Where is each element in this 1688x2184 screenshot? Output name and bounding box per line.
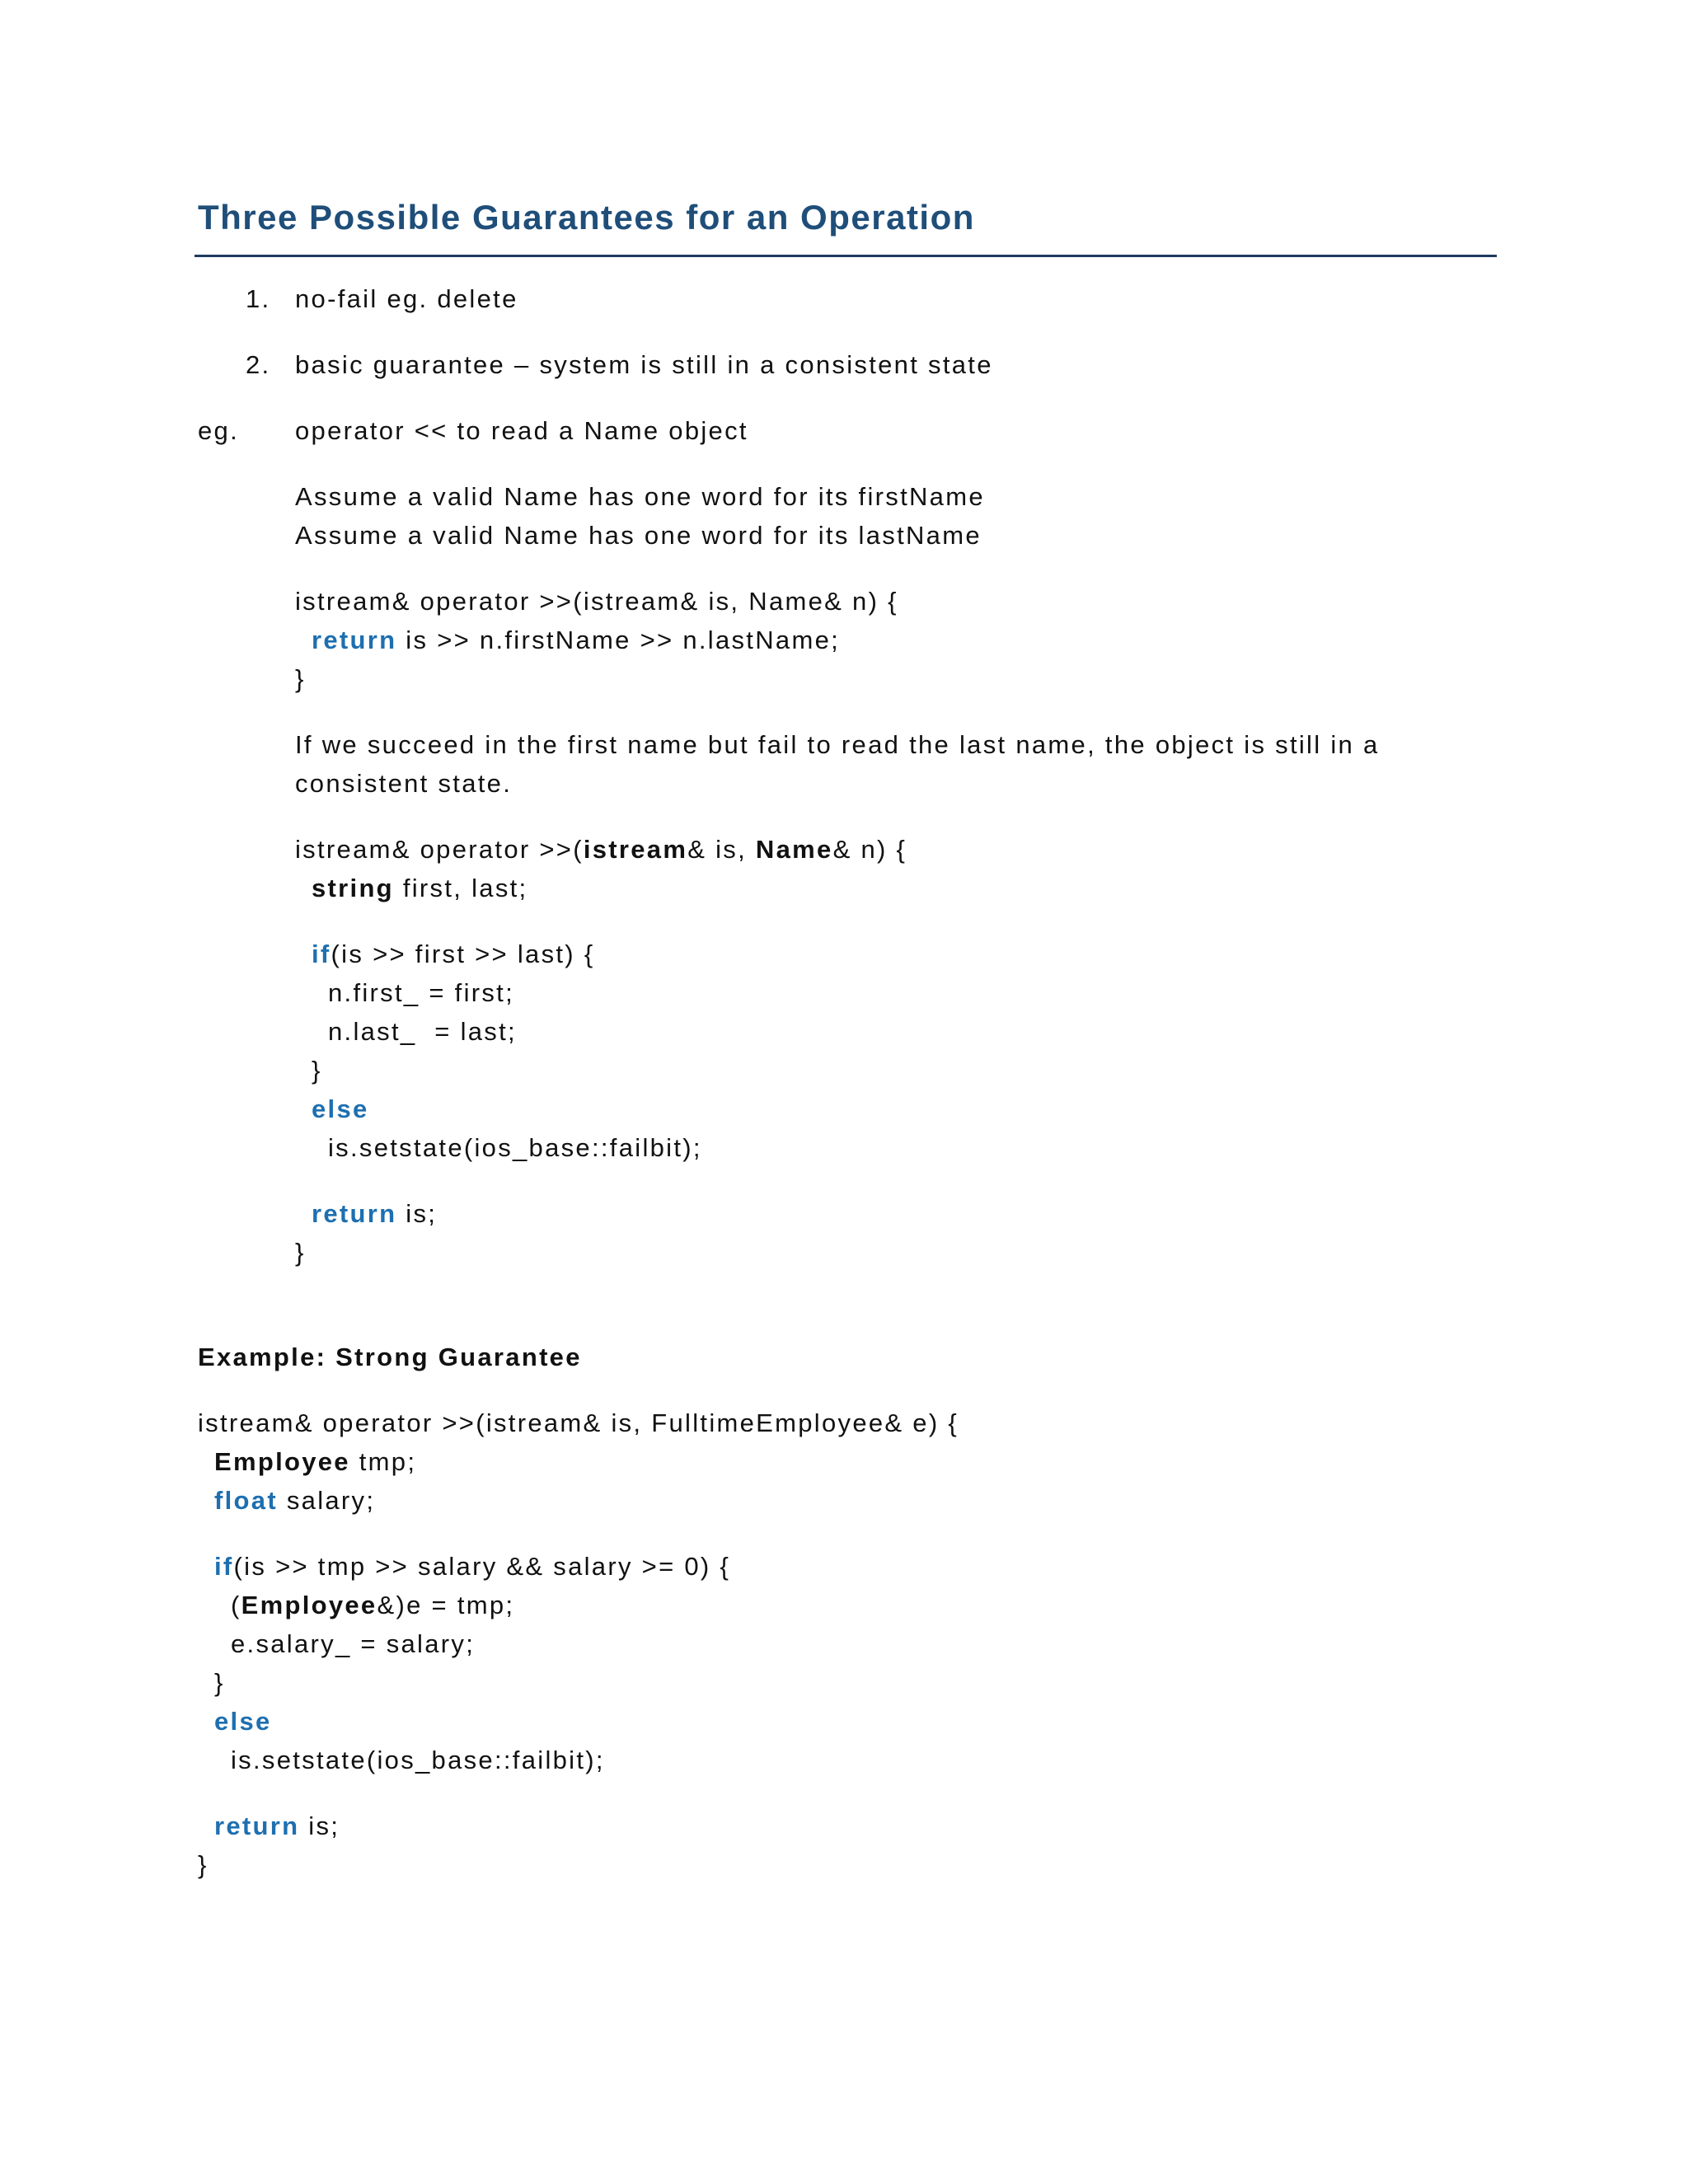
- code3-tmp-decl: [214, 1446, 416, 1479]
- code3-salary-decl: [214, 1484, 375, 1517]
- title-underline: [195, 255, 1497, 257]
- keyword-else: else: [312, 1094, 369, 1123]
- keyword-return: return: [312, 626, 397, 654]
- assume-first-name: Assume a valid Name has one word for its firstName: [295, 482, 985, 511]
- code3-cast-open: (: [231, 1591, 241, 1619]
- type-employee: Employee: [214, 1447, 350, 1476]
- keyword-if: if: [312, 940, 331, 968]
- code1-signature: istream& operator >>(istream& is, Name& n) {: [295, 587, 898, 616]
- code3-inner-close: }: [214, 1668, 225, 1697]
- code1-return-expr: is >> n.firstName >> n.lastName;: [396, 626, 841, 654]
- code3-tmp-var: tmp;: [349, 1447, 417, 1476]
- code2-close-brace: }: [295, 1238, 306, 1267]
- code3-return-line: [214, 1810, 340, 1843]
- code2-decl-vars: first, last;: [393, 874, 528, 902]
- code2-if-condition: (is >> first >> last) {: [331, 940, 595, 968]
- code2-sig-part-a: istream& operator >>(: [295, 835, 584, 864]
- keyword-else: else: [214, 1707, 272, 1736]
- code2-sig-part-c: & n) {: [832, 835, 907, 864]
- paragraph-line-1: If we succeed in the first name but fail to read the last name, the object is still in a: [295, 730, 1380, 759]
- type-string: string: [312, 874, 394, 902]
- code2-declaration: [312, 872, 528, 905]
- page-title: Three Possible Guarantees for an Operation: [198, 198, 975, 237]
- code2-sig-part-b: & is,: [687, 835, 756, 864]
- code3-cast-rest: &)e = tmp;: [377, 1591, 515, 1619]
- list-item-1: no-fail eg. delete: [295, 284, 518, 313]
- code2-assign-last: n.last_ = last;: [328, 1017, 517, 1046]
- list-number-2: 2.: [246, 350, 271, 379]
- code1-close-brace: }: [295, 664, 306, 693]
- list-number-1: 1.: [246, 284, 271, 313]
- code3-if-condition: (is >> tmp >> salary && salary >= 0) {: [233, 1552, 731, 1581]
- code2-signature: [295, 833, 907, 866]
- code3-if-line: [214, 1550, 730, 1583]
- code2-inner-close: }: [312, 1056, 322, 1085]
- code1-return-line: [312, 624, 840, 657]
- paragraph-line-2: consistent state.: [295, 769, 513, 798]
- code3-salary-var: salary;: [277, 1486, 376, 1515]
- code3-close-brace: }: [198, 1850, 209, 1879]
- keyword-return: return: [214, 1811, 300, 1840]
- keyword-if: if: [214, 1552, 234, 1581]
- list-item-2: basic guarantee – system is still in a consistent state: [295, 350, 993, 379]
- assume-last-name: Assume a valid Name has one word for its lastName: [295, 521, 982, 550]
- code3-assign-salary: e.salary_ = salary;: [231, 1629, 476, 1658]
- code3-return-expr: is;: [299, 1811, 340, 1840]
- code3-signature: istream& operator >>(istream& is, FulltimeEmployee& e) {: [198, 1408, 959, 1437]
- keyword-float: float: [214, 1486, 278, 1515]
- code3-cast-line: [231, 1589, 514, 1622]
- code2-if-line: [312, 938, 595, 971]
- eg-label: eg.: [198, 416, 239, 445]
- eg-text: operator << to read a Name object: [295, 416, 748, 445]
- example-heading: Example: Strong Guarantee: [198, 1343, 582, 1371]
- keyword-return: return: [312, 1199, 397, 1228]
- code2-setstate: is.setstate(ios_base::failbit);: [328, 1133, 702, 1162]
- type-name: Name: [755, 835, 833, 864]
- code2-assign-first: n.first_ = first;: [328, 978, 515, 1007]
- code2-return-expr: is;: [396, 1199, 438, 1228]
- code3-setstate: is.setstate(ios_base::failbit);: [231, 1746, 605, 1774]
- code2-return-line: [312, 1197, 437, 1230]
- type-employee-cast: Employee: [241, 1591, 377, 1619]
- type-istream: istream: [583, 835, 688, 864]
